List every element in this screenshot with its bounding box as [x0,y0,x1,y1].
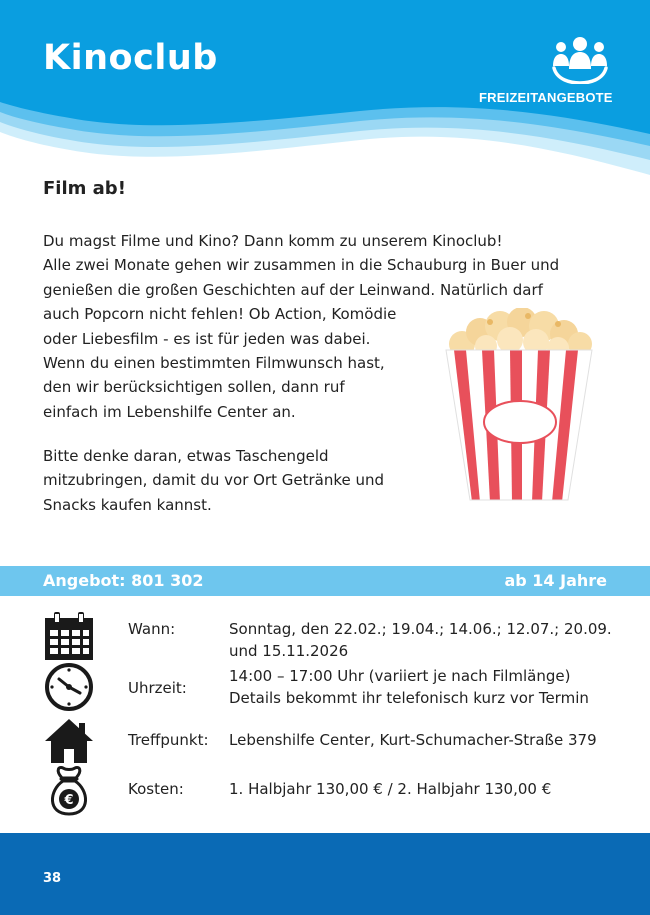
offer-number: Angebot: 801 302 [43,571,204,590]
detail-value [229,778,551,800]
text-line: einfach im Lebenshilfe Center an. [43,402,296,421]
page-title: Kinoclub [43,38,218,78]
text-line: auch Popcorn nicht fehlen! Ob Action, Komödie [43,305,397,324]
text-line: den wir berücksichtigen sollen, dann ruf [43,378,345,397]
detail-label: Kosten: [128,780,184,798]
age-badge: ab 14 Jahre [504,571,607,590]
money-bag-icon [43,764,95,816]
text-line: Du magst Filme und Kino? Dann komm zu unserem Kinoclub! [43,232,503,250]
detail-value-line: 14:00 – 17:00 Uhr (variiert je nach Filmlänge) [229,667,571,685]
text-line: Snacks kaufen kannst. [43,495,212,514]
article-paragraph-2 [43,444,384,517]
detail-label: Wann: [128,620,176,638]
calendar-icon [43,610,95,662]
detail-value-line: Sonntag, den 22.02.; 19.04.; 14.06.; 12.07.; 20.09. [229,620,612,638]
article-subtitle: Film ab! [43,178,126,199]
category-label: FREIZEITANGEBOTE [479,90,613,105]
detail-label: Treffpunkt: [128,731,209,749]
text-line: oder Liebesfilm - es ist für jeden was dabei. [43,329,371,348]
page-footer [0,833,650,915]
text-line: mitzubringen, damit du vor Ort Getränke und [43,471,385,490]
detail-value-line: und 15.11.2026 [229,642,349,660]
detail-value [229,665,589,709]
detail-value [229,729,597,751]
detail-label: Uhrzeit: [128,679,187,697]
popcorn-icon [440,308,598,502]
clock-icon [43,660,95,712]
house-icon [43,715,95,767]
svg-text:€: € [64,793,74,808]
offer-bar [0,566,650,596]
header-wave-background [0,0,650,175]
page-number: 38 [43,871,62,886]
group-people-icon [551,36,609,84]
text-line: Alle zwei Monate gehen wir zusammen in die Schauburg in Buer und [43,256,560,275]
detail-value [229,618,612,662]
detail-value-line: Lebenshilfe Center, Kurt-Schumacher-Straße 379 [229,731,597,749]
page-header [0,0,650,175]
text-line: Wenn du einen bestimmten Filmwunsch hast, [43,354,385,373]
text-line: genießen die großen Geschichten auf der Leinwand. Natürlich darf [43,280,543,299]
detail-value-line: 1. Halbjahr 130,00 € / 2. Halbjahr 130,00 € [229,780,552,798]
text-line: Bitte denke daran, etwas Taschengeld [43,447,329,465]
detail-value-line: Details bekommt ihr telefonisch kurz vor Termin [229,689,589,707]
